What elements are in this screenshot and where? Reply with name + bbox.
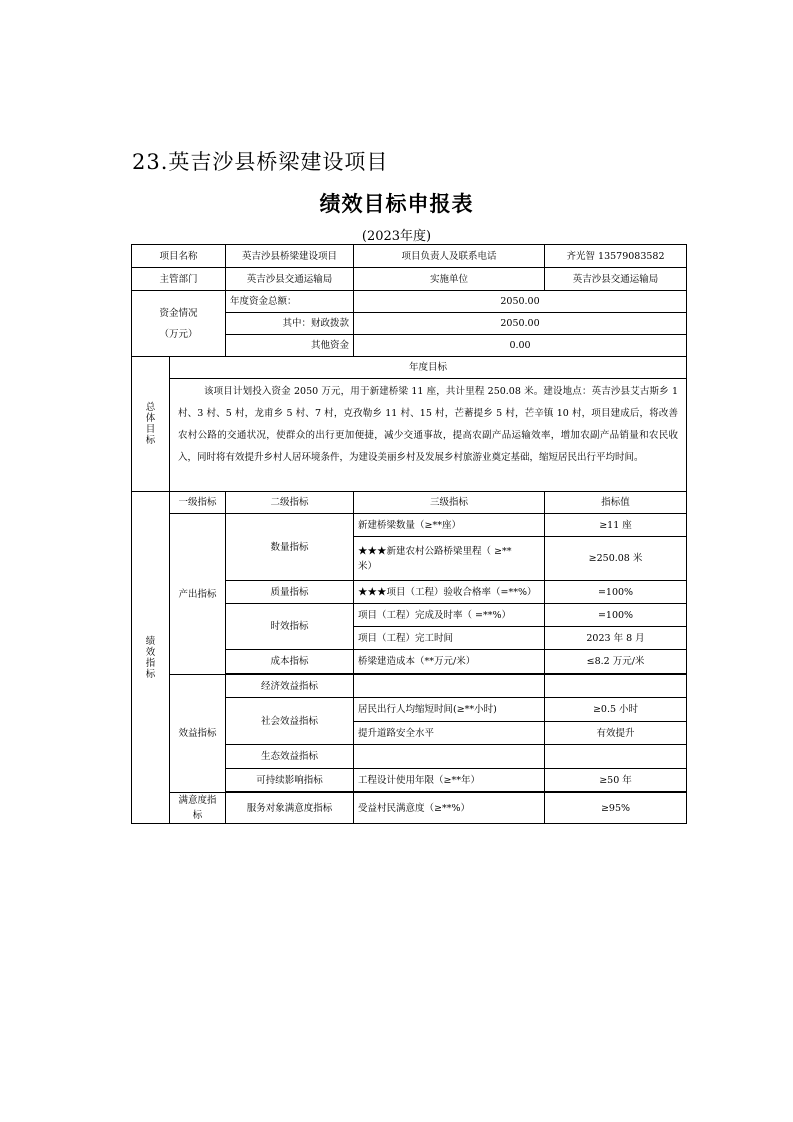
perf-indicator-label bbox=[132, 492, 170, 824]
funding-total-value: 2050.00 bbox=[354, 291, 687, 313]
indicator-value: ≥95% bbox=[545, 793, 687, 824]
indicator-name-line2: 米） bbox=[358, 560, 378, 572]
table-row bbox=[132, 245, 687, 268]
performance-table bbox=[131, 244, 687, 824]
indicator-value: 2023 年 8 月 bbox=[545, 627, 687, 650]
funding-fiscal-label: 其中：财政拨款 bbox=[226, 313, 354, 335]
dept-value: 英吉沙县交通运输局 bbox=[226, 268, 354, 291]
table-row bbox=[132, 291, 687, 313]
project-name-label: 项目名称 bbox=[132, 245, 226, 268]
quality-indicator-label: 质量指标 bbox=[226, 581, 354, 604]
table-row bbox=[132, 492, 687, 514]
cost-indicator-label: 成本指标 bbox=[226, 650, 354, 674]
dept-label: 主管部门 bbox=[132, 268, 226, 291]
indicator-name: 受益村民满意度（≥**%） bbox=[354, 793, 545, 824]
annual-target-header: 年度目标 bbox=[170, 357, 687, 379]
overall-label-char: 体 bbox=[145, 413, 156, 424]
indicator-name: ★★★项目（工程）验收合格率（=**%） bbox=[354, 581, 545, 604]
indicator-value: ≤8.2 万元/米 bbox=[545, 650, 687, 674]
funding-total-label: 年度资金总额： bbox=[226, 291, 354, 313]
indicator-value: 有效提升 bbox=[545, 722, 687, 745]
overall-label-char: 总 bbox=[145, 402, 156, 413]
overall-target-label bbox=[132, 357, 170, 492]
indicator-name: 项目（工程）完成及时率（ =**%） bbox=[354, 604, 545, 627]
indicator-name bbox=[354, 537, 545, 581]
perf-label-char: 绩 bbox=[145, 635, 156, 647]
perf-label-char: 效 bbox=[145, 646, 156, 658]
indicator-name: 桥梁建造成本（**万元/米） bbox=[354, 650, 545, 674]
funding-label-line1: 资金情况 bbox=[159, 307, 198, 319]
header-level1: 一级指标 bbox=[170, 492, 226, 514]
section-heading: 23.英吉沙县桥梁建设项目 bbox=[132, 150, 389, 174]
indicator-name-empty bbox=[354, 745, 545, 769]
indicator-value: =100% bbox=[545, 581, 687, 604]
indicator-name: 项目（工程）完工时间 bbox=[354, 627, 545, 650]
table-row bbox=[132, 675, 687, 698]
header-level2: 二级指标 bbox=[226, 492, 354, 514]
timeliness-indicator-label: 时效指标 bbox=[226, 604, 354, 650]
quantity-indicator-label: 数量指标 bbox=[226, 514, 354, 581]
form-year: (2023年度) bbox=[361, 229, 432, 244]
project-name-value: 英吉沙县桥梁建设项目 bbox=[226, 245, 354, 268]
funding-other-value: 0.00 bbox=[354, 335, 687, 357]
sustainable-indicator-label: 可持续影响指标 bbox=[226, 769, 354, 792]
funding-label bbox=[132, 291, 226, 357]
indicator-value: ≥50 年 bbox=[545, 769, 687, 792]
overall-label-char: 标 bbox=[145, 435, 156, 446]
funding-fiscal-value: 2050.00 bbox=[354, 313, 687, 335]
indicator-name: 居民出行人均缩短时间(≥**小时) bbox=[354, 698, 545, 722]
indicator-value: =100% bbox=[545, 604, 687, 627]
header-value: 指标值 bbox=[545, 492, 687, 514]
indicator-name: 工程设计使用年限（≥**年） bbox=[354, 769, 545, 792]
header-level3: 三级指标 bbox=[354, 492, 545, 514]
contact-label: 项目负责人及联系电话 bbox=[354, 245, 545, 268]
indicator-name-line1: ★★★新建农村公路桥梁里程（ ≥** bbox=[358, 545, 512, 557]
indicator-name-empty bbox=[354, 675, 545, 698]
indicator-value: ≥250.08 米 bbox=[545, 537, 687, 581]
funding-other-label: 其他资金 bbox=[226, 335, 354, 357]
form-title: 绩效目标申报表 bbox=[319, 192, 474, 216]
contact-value: 齐光智 13579083582 bbox=[545, 245, 687, 268]
benefit-indicator-label: 效益指标 bbox=[170, 675, 226, 793]
perf-label-char: 指 bbox=[145, 657, 156, 669]
table-row bbox=[132, 357, 687, 379]
table-row bbox=[132, 268, 687, 291]
output-indicator-label: 产出指标 bbox=[170, 514, 226, 675]
perf-label-char: 标 bbox=[145, 668, 156, 680]
indicator-value-empty bbox=[545, 675, 687, 698]
indicator-name: 新建桥梁数量（≥**座） bbox=[354, 514, 545, 537]
impl-value: 英吉沙县交通运输局 bbox=[545, 268, 687, 291]
table-row bbox=[132, 793, 687, 824]
indicator-value: ≥11 座 bbox=[545, 514, 687, 537]
ecological-indicator-label: 生态效益指标 bbox=[226, 745, 354, 769]
social-indicator-label: 社会效益指标 bbox=[226, 698, 354, 745]
impl-label: 实施单位 bbox=[354, 268, 545, 291]
overall-label-char: 目 bbox=[145, 424, 156, 435]
table-row bbox=[132, 514, 687, 537]
funding-label-line2: （万元） bbox=[159, 328, 198, 340]
table-row bbox=[132, 379, 687, 492]
economic-indicator-label: 经济效益指标 bbox=[226, 675, 354, 698]
indicator-value-empty bbox=[545, 745, 687, 769]
satisfaction-sub-label: 服务对象满意度指标 bbox=[226, 793, 354, 824]
annual-target-text: 该项目计划投入资金 2050 万元，用于新建桥梁 11 座，共计里程 250.08 米。建设地点：英吉沙县艾古斯乡 1 村、3 村、5 村，龙甫乡 5 村、7 村，克孜勒乡 11 村、15 村，芒蓄提乡 5 村，芒辛镇 10 村，项目建成后，将改善农村公路的交通状况，使群众的出行更加便捷，减少交通事故，提高农副产品运输效率，增加农副产品销量和农民收入，同时将有效提升乡村人居环境条件，为建设美丽乡村及发展乡村旅游业奠定基础，缩短居民出行平均时间。 bbox=[170, 379, 687, 492]
satisfaction-indicator-label: 满意度指标 bbox=[170, 793, 226, 824]
indicator-value: ≥0.5 小时 bbox=[545, 698, 687, 722]
indicator-name: 提升道路安全水平 bbox=[354, 722, 545, 745]
